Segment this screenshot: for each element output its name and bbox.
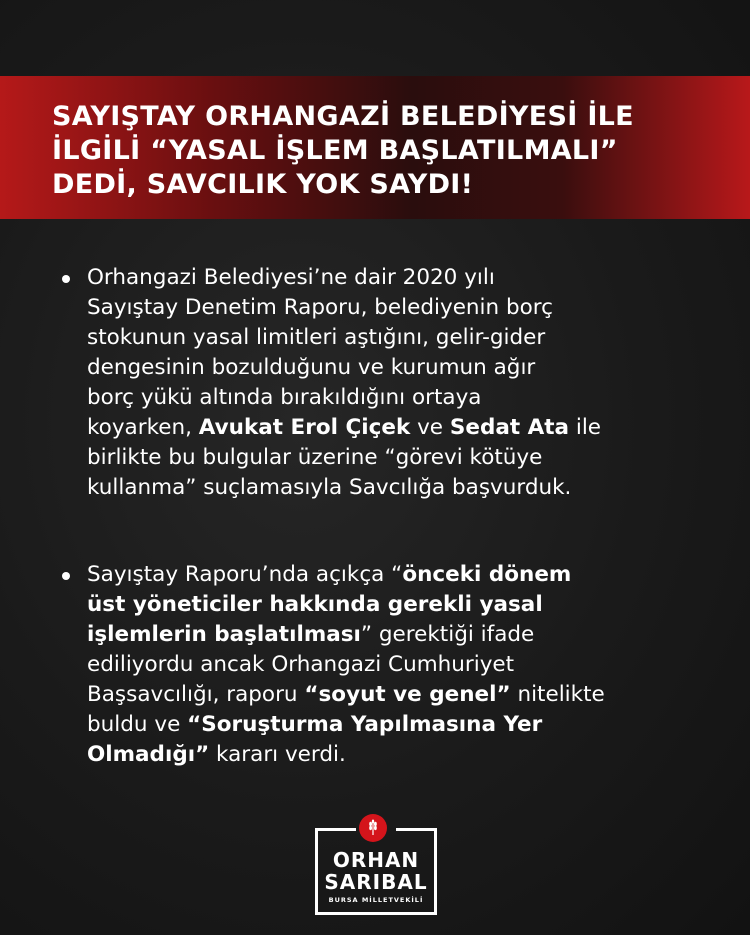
bold-quote: önceki dönem [402, 562, 572, 587]
text-run: buldu ve [87, 712, 188, 737]
paragraph-line: dengesinin bozulduğunu ve kurumun ağır [87, 355, 536, 380]
bullet-paragraph-1 [62, 263, 722, 503]
paragraph-line: borç yükü altında bırakıldığını ortaya [87, 385, 482, 410]
bold-quote: işlemlerin başlatılması [87, 622, 361, 647]
paragraph-line: ediliyordu ancak Orhangazi Cumhuriyet [87, 652, 515, 677]
text-run: ” gerektiği ifade [360, 622, 535, 647]
logo-subtitle: BURSA MİLLETVEKİLİ [328, 896, 424, 904]
paragraph-line: stokunun yasal limitleri aştığını, gelir-gider [87, 325, 546, 350]
paragraph-line: kullanma” suçlamasıyla Savcılığa başvurduk. [87, 475, 572, 500]
paragraph-line: Orhangazi Belediyesi’ne dair 2020 yılı [87, 265, 495, 290]
text-run: ile [569, 415, 602, 440]
text-run: Sayıştay Raporu’nda açıkça “ [87, 562, 403, 587]
text-run: Başsavcılığı, raporu [87, 682, 305, 707]
bold-name-erol-cicek: Avukat Erol Çiçek [198, 415, 411, 440]
headline-line: DEDİ, SAVCILIK YOK SAYDI! [52, 169, 474, 200]
paragraph-line [87, 590, 722, 620]
bold-name-sedat-ata: Sedat Ata [449, 415, 570, 440]
logo-frame-top-left [318, 828, 356, 831]
text-run: koyarken, [87, 415, 199, 440]
paragraph-line [87, 710, 722, 740]
paragraph-line [87, 620, 722, 650]
headline-line: İLGİLİ “YASAL İŞLEM BAŞLATILMALI” [52, 135, 618, 166]
paragraph-line [87, 413, 722, 443]
paragraph-line: Sayıştay Denetim Raporu, belediyenin borç [87, 295, 553, 320]
logo-frame-top-right [396, 828, 434, 831]
orhan-saribal-logo [315, 814, 437, 914]
text-run: kararı verdi. [209, 742, 346, 767]
bold-quote: “Soruşturma Yapılmasına Yer [187, 712, 543, 737]
headline-line: SAYIŞTAY ORHANGAZİ BELEDİYESİ İLE [52, 101, 634, 132]
text-run: ve [410, 415, 450, 440]
logo-name-line1: ORHAN [332, 848, 420, 872]
bold-quote: Olmadığı” [87, 742, 210, 767]
text-run: nitelikte [510, 682, 605, 707]
wheat-icon [359, 814, 387, 842]
bullet-dot-icon [62, 275, 70, 283]
bold-quote: üst yöneticiler hakkında gerekli yasal [87, 592, 543, 617]
bold-quote: “soyut ve genel” [304, 682, 511, 707]
bullet-dot-icon [62, 572, 70, 580]
paragraph-line [87, 680, 722, 710]
headline [52, 100, 732, 202]
paragraph-line [87, 740, 722, 770]
bullet-paragraph-2 [62, 560, 722, 770]
logo-name-line2: SARIBAL [324, 870, 428, 894]
paragraph-line: birlikte bu bulgular üzerine “görevi kötüye [87, 445, 543, 470]
paragraph-line [87, 560, 722, 590]
